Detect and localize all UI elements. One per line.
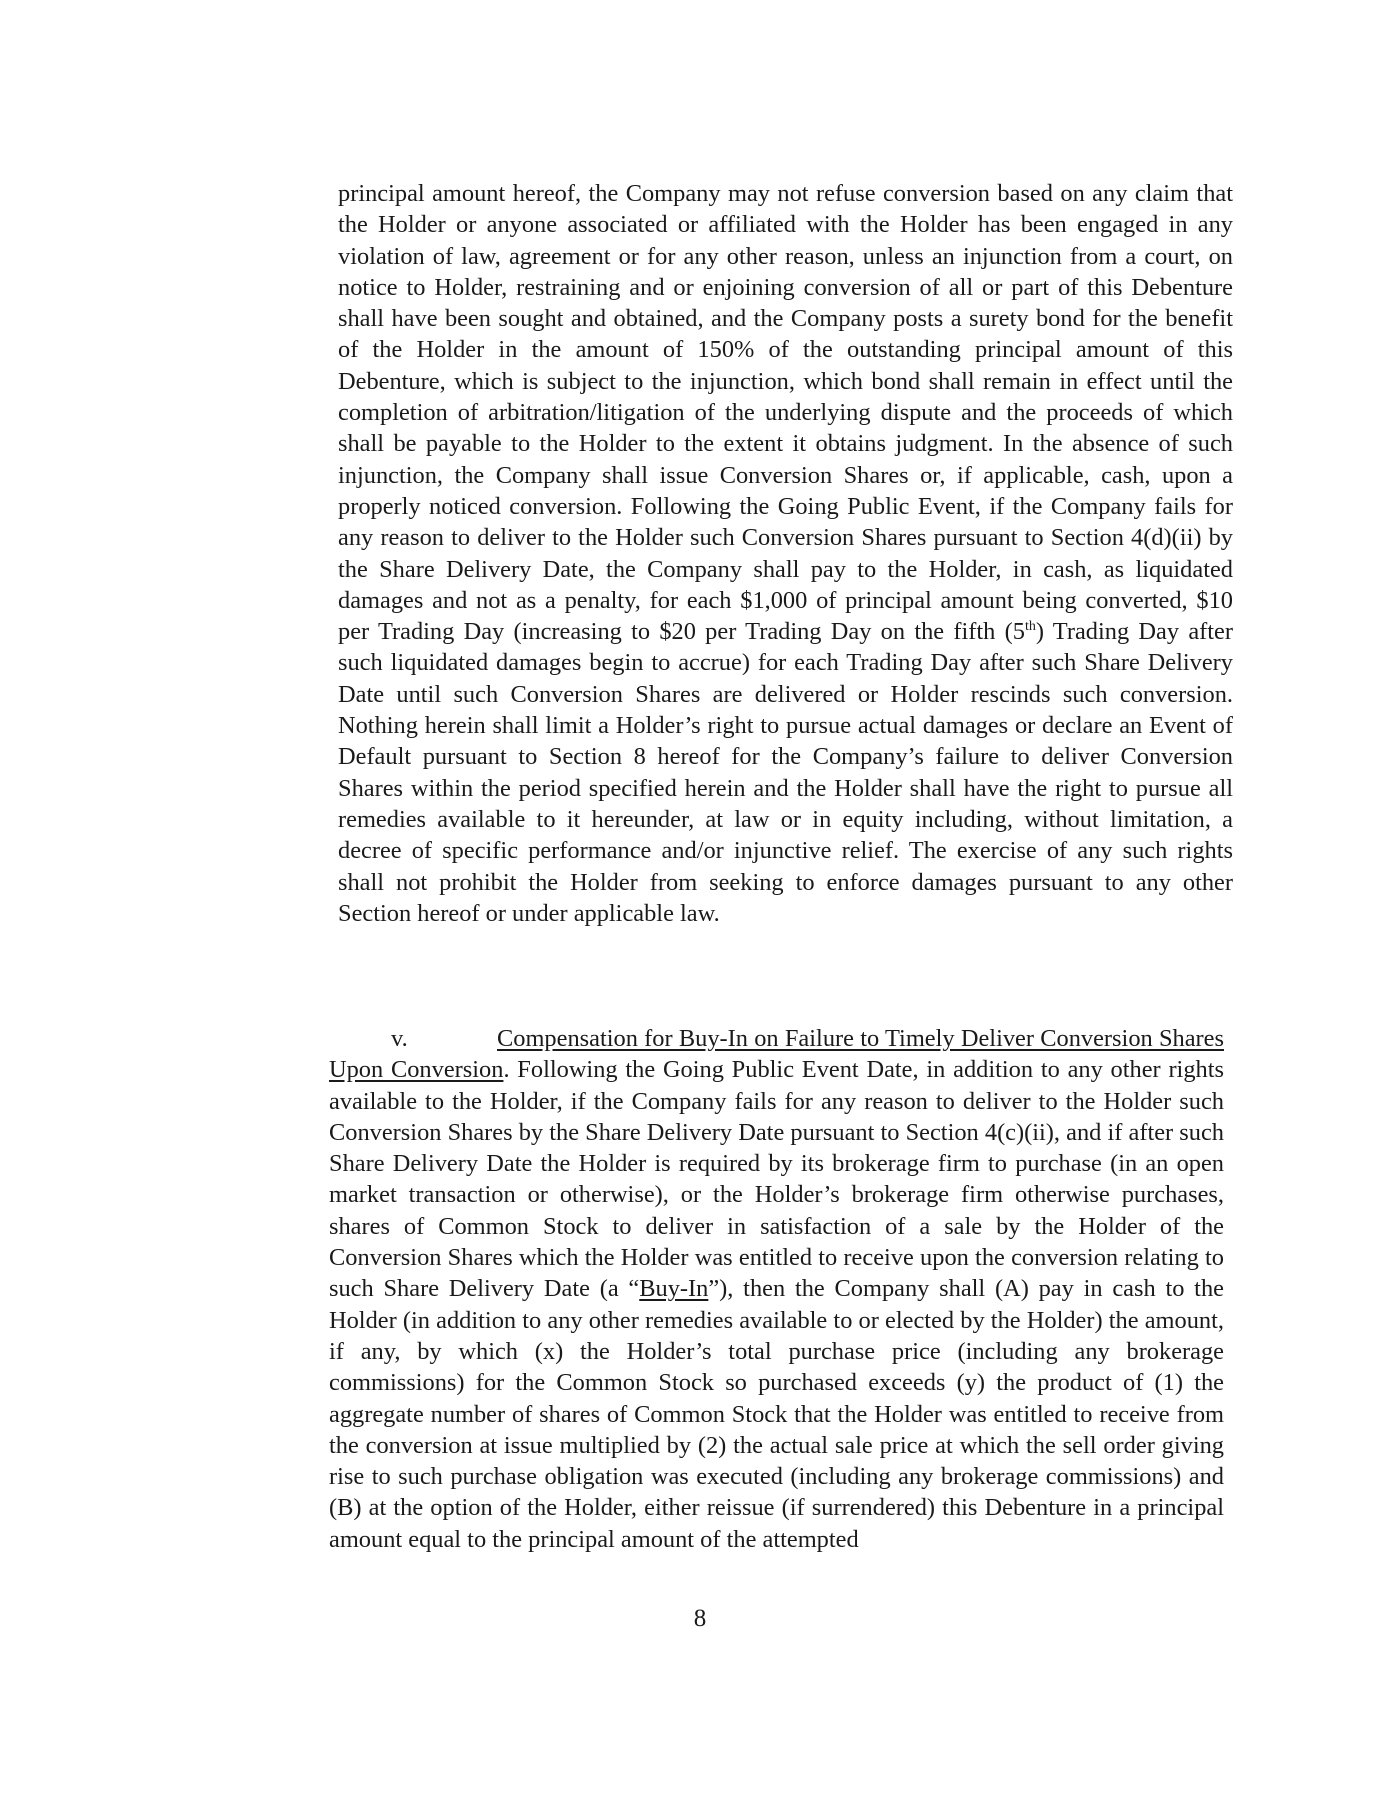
paragraph-1-text-a: principal amount hereof, the Company may not refuse conversion based on any claim that the Holder or anyone associated or affiliated with the Holder has been engaged in any violation of law, agreement or for any other reason, unless an injunction from a court, on notice to Holder, restraining and or enjoining conversion of all or part of this Debenture shall have been sought and obtained, and the Company posts a surety bond for the benefit of the Holder in the amount of 150% of the outstanding principal amount of this Debenture, which is subject to the injunction, which bond shall remain in effect until the completion of arbitration/litigation of the underlying dispute and the proceeds of which shall be payable to the Holder to the extent it obtains judgment. In the absence of such injunction, the Company shall issue Conversion Shares or, if applicable, cash, upon a properly noticed conversion. Following the Going Public Event, if the Company fails for any reason to deliver to the Holder such Conversion Shares pursuant to Section 4(d)(ii) by the Share Delivery Date, the Company shall pay to the Holder, in cash, as liquidated damages and not as a penalty, for each $1,000 of principal amount being converted, $10 per Trading Day (increasing to $20 per Trading Day on the fifth (5 [338, 180, 1233, 646]
paragraph-1-text-b: ) Trading Day after such liquidated damages begin to accrue) for each Trading Day after such Share Delivery Date until such Conversion Shares are delivered or Holder rescinds such conversion. Nothing herein shall limit a Holder’s right to pursue actual damages or declare an Event of Default pursuant to Section 8 hereof for the Company’s failure to deliver Conversion Shares within the period specified herein and the Holder shall have the right to pursue all remedies available to it hereunder, at law or in equity including, without limitation, a decree of specific performance and/or injunctive relief. The exercise of any such rights shall not prohibit the Holder from seeking to enforce damages pursuant to any other Section hereof or under applicable law. [338, 618, 1233, 927]
ordinal-superscript: th [1024, 619, 1036, 635]
section-number: v. [391, 1025, 408, 1052]
paragraph-continued-text [338, 178, 1233, 929]
paragraph-2-text-b: ”), then the Company shall (A) pay in cash to the Holder (in addition to any other remedies available to or elected by the Holder) the amount, if any, by which (x) the Holder’s total purchase price (including any brokerage commissions) for the Common Stock so purchased exceeds (y) the product of (1) the aggregate number of shares of Common Stock that the Holder was entitled to receive from the conversion at issue multiplied by (2) the actual sale price at which the sell order giving rise to such purchase obligation was executed (including any brokerage commissions) and (B) at the option of the Holder, either reissue (if surrendered) this Debenture in a principal amount equal to the principal amount of the attempted [329, 1275, 1224, 1553]
page-number: 8 [693, 1605, 707, 1632]
defined-term-buy-in: Buy-In [639, 1275, 709, 1303]
paragraph-2-text-a: . Following the Going Public Event Date, in addition to any other rights available to the Holder, if the Company fails for any reason to deliver to the Holder such Conversion Shares by the Share Delivery Date pursuant to Section 4(c)(ii), and if after such Share Delivery Date the Holder is required by its brokerage firm to purchase (in an open market transaction or otherwise), or the Holder’s brokerage firm otherwise purchases, shares of Common Stock to deliver in satisfaction of a sale by the Holder of the Conversion Shares which the Holder was entitled to receive upon the conversion relating to such Share Delivery Date (a “ [329, 1056, 1224, 1303]
section-v-paragraph [329, 1023, 1224, 1555]
section-heading: Compensation for Buy-In on Failure to Timely Deliver Conversion Shares Upon Conversion [329, 1025, 1224, 1084]
